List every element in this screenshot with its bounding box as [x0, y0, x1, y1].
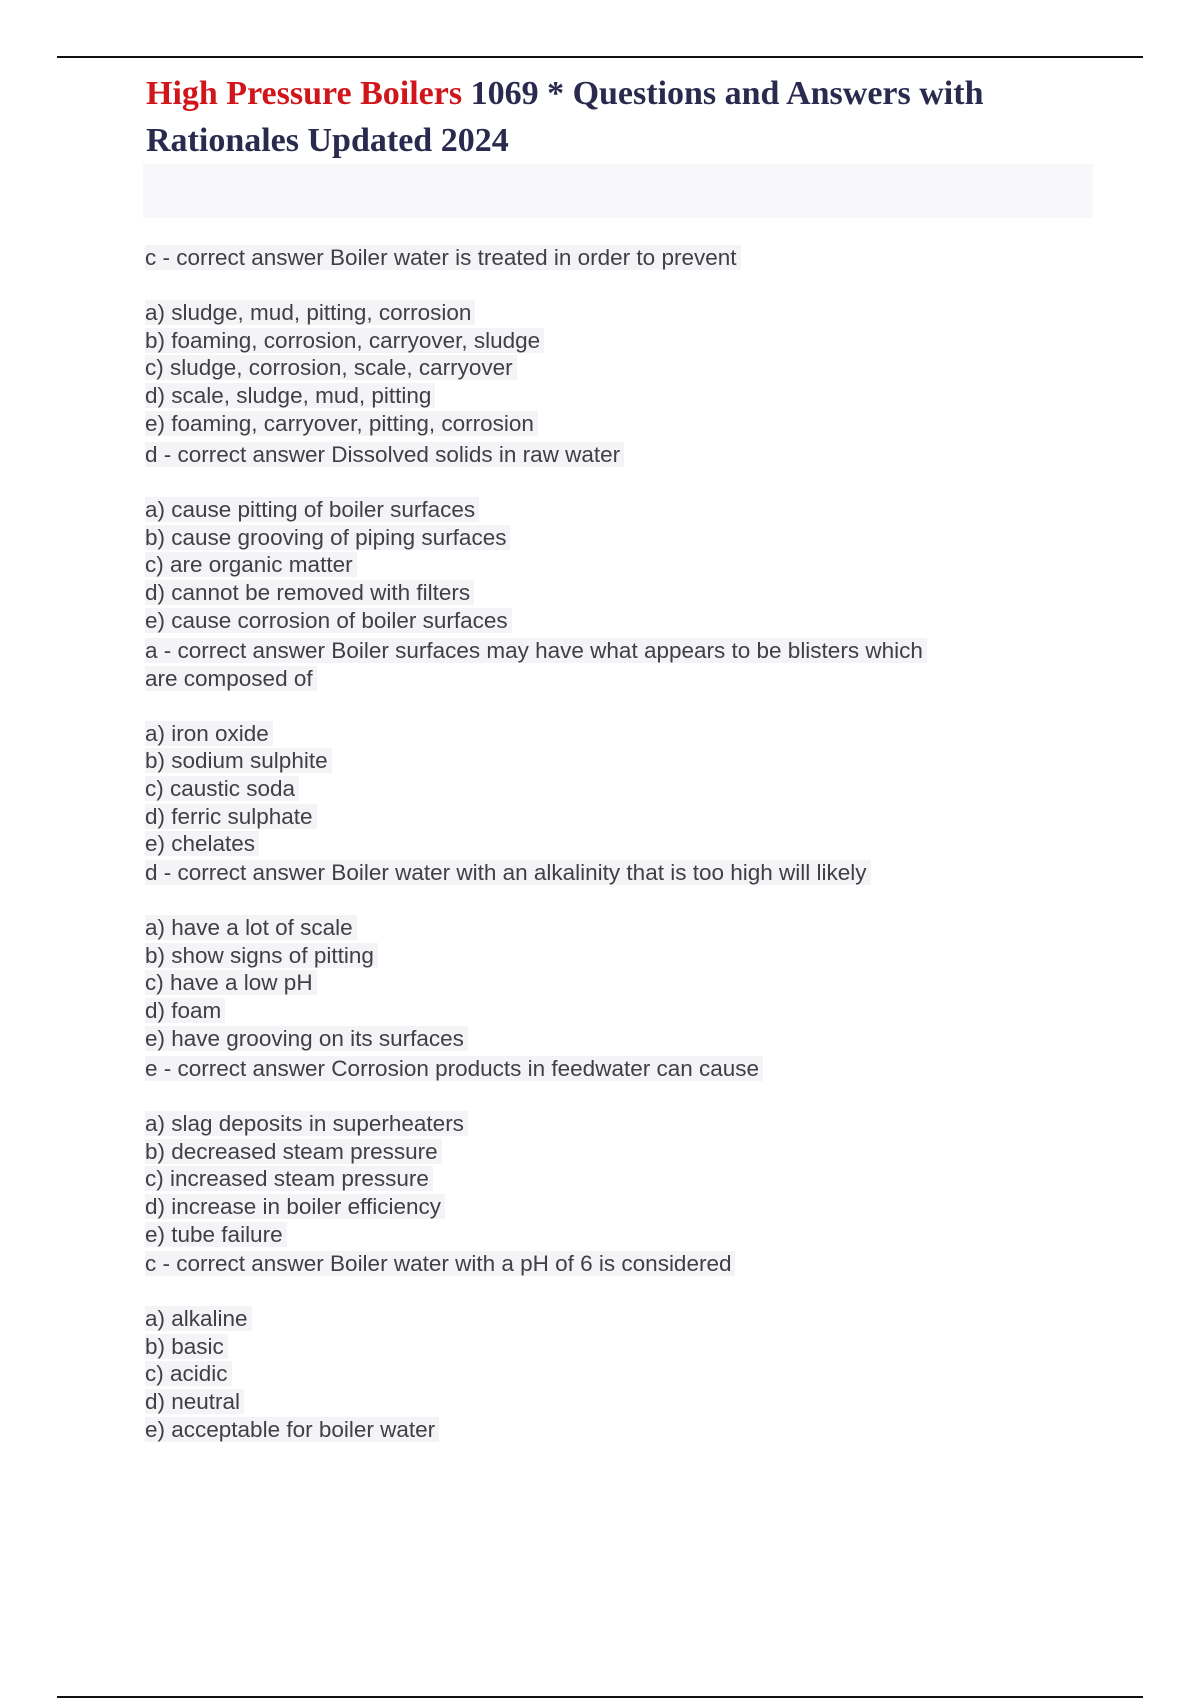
option: [145, 299, 1045, 327]
question-text: d - correct answer Boiler water with an alkalinity that is too high will likely: [145, 860, 871, 885]
qa-item: [145, 1250, 1045, 1443]
option-text: d) cannot be removed with filters: [145, 580, 474, 605]
option-text: b) sodium sulphite: [145, 748, 332, 773]
option: [145, 1333, 1045, 1361]
question-text: e - correct answer Corrosion products in feedwater can cause: [145, 1056, 763, 1081]
option-text: c) caustic soda: [145, 776, 299, 801]
option: [145, 579, 1045, 607]
option: [145, 775, 1045, 803]
qa-content-4: [145, 859, 1045, 1081]
option-list: [145, 299, 1045, 437]
option: [145, 1110, 1045, 1138]
question-spacer: [145, 692, 1045, 720]
qa-content-3: [145, 637, 1045, 887]
option: [145, 524, 1045, 552]
title-accent: High Pressure Boilers: [146, 75, 463, 112]
option-text: b) basic: [145, 1334, 228, 1359]
option-list: [145, 1305, 1045, 1443]
question-line: [145, 637, 1045, 665]
option-text: c) acidic: [145, 1361, 232, 1386]
option: [145, 354, 1045, 382]
option-text: e) acceptable for boiler water: [145, 1417, 439, 1442]
question-spacer: [145, 1083, 1045, 1111]
question-spacer: [145, 469, 1045, 497]
option: [145, 607, 1045, 635]
qa-item: [145, 637, 1045, 858]
question-text: d - correct answer Dissolved solids in raw water: [145, 442, 624, 467]
qa-item: [145, 1055, 1045, 1248]
question-text: c - correct answer Boiler water with a pH of 6 is considered: [145, 1251, 735, 1276]
option-text: e) chelates: [145, 831, 259, 856]
option: [145, 410, 1045, 438]
option-text: a) slag deposits in superheaters: [145, 1111, 468, 1136]
option-list: [145, 496, 1045, 634]
option: [145, 942, 1045, 970]
question-line: [145, 441, 1045, 469]
bottom-rule: [57, 1696, 1143, 1698]
question-line: [145, 1250, 1045, 1278]
option-text: c) are organic matter: [145, 552, 357, 577]
option-text: a) cause pitting of boiler surfaces: [145, 497, 479, 522]
option: [145, 803, 1045, 831]
question-spacer: [145, 887, 1045, 915]
option: [145, 1416, 1045, 1444]
qa-content: [145, 244, 1045, 466]
question-spacer: [145, 272, 1045, 300]
option: [145, 1165, 1045, 1193]
option: [145, 1193, 1045, 1221]
option: [145, 327, 1045, 355]
option-text: d) ferric sulphate: [145, 804, 317, 829]
qa-item: [145, 244, 1045, 437]
option-text: e) have grooving on its surfaces: [145, 1026, 468, 1051]
option-text: a) alkaline: [145, 1306, 252, 1331]
question-line: [145, 244, 1045, 272]
title-rest: 1069 * Questions and Answers with Rationales Updated 2024: [146, 75, 984, 159]
question-line: [145, 859, 1045, 887]
question-continuation: [145, 665, 1045, 693]
qa-item: [145, 859, 1045, 1052]
document-title: [146, 70, 1106, 164]
option-text: a) sludge, mud, pitting, corrosion: [145, 300, 475, 325]
qa-content-5: [145, 1055, 1045, 1277]
option-list: [145, 914, 1045, 1052]
option-text: e) foaming, carryover, pitting, corrosion: [145, 411, 538, 436]
option-text: b) foaming, corrosion, carryover, sludge: [145, 328, 544, 353]
option: [145, 1138, 1045, 1166]
option-text: b) cause grooving of piping surfaces: [145, 525, 510, 550]
option: [145, 1025, 1045, 1053]
option: [145, 830, 1045, 858]
option: [145, 969, 1045, 997]
option-text: a) have a lot of scale: [145, 915, 357, 940]
question-continuation-text: are composed of: [145, 666, 317, 691]
option-text: c) have a low pH: [145, 970, 317, 995]
option-list: [145, 720, 1045, 858]
qa-item: [145, 441, 1045, 634]
option-text: c) sludge, corrosion, scale, carryover: [145, 355, 517, 380]
option-text: d) neutral: [145, 1389, 244, 1414]
option-text: d) scale, sludge, mud, pitting: [145, 383, 435, 408]
question-text: a - correct answer Boiler surfaces may have what appears to be blisters which: [145, 638, 927, 663]
option: [145, 1388, 1045, 1416]
title-shading-band: [143, 164, 1093, 218]
question-text: c - correct answer Boiler water is treated in order to prevent: [145, 245, 741, 270]
qa-content-6: [145, 1250, 1045, 1472]
option: [145, 747, 1045, 775]
option-text: b) show signs of pitting: [145, 943, 378, 968]
option: [145, 914, 1045, 942]
top-rule: [57, 56, 1143, 58]
qa-content-2: [145, 441, 1045, 663]
option: [145, 1221, 1045, 1249]
question-spacer: [145, 1278, 1045, 1306]
question-line: [145, 1055, 1045, 1083]
option: [145, 720, 1045, 748]
option: [145, 1360, 1045, 1388]
option: [145, 997, 1045, 1025]
option: [145, 382, 1045, 410]
option-text: d) increase in boiler efficiency: [145, 1194, 445, 1219]
option-text: b) decreased steam pressure: [145, 1139, 442, 1164]
option-text: d) foam: [145, 998, 225, 1023]
option-text: c) increased steam pressure: [145, 1166, 433, 1191]
option-text: e) cause corrosion of boiler surfaces: [145, 608, 512, 633]
option-text: e) tube failure: [145, 1222, 287, 1247]
option-list: [145, 1110, 1045, 1248]
option: [145, 496, 1045, 524]
option: [145, 551, 1045, 579]
option: [145, 1305, 1045, 1333]
option-text: a) iron oxide: [145, 721, 273, 746]
